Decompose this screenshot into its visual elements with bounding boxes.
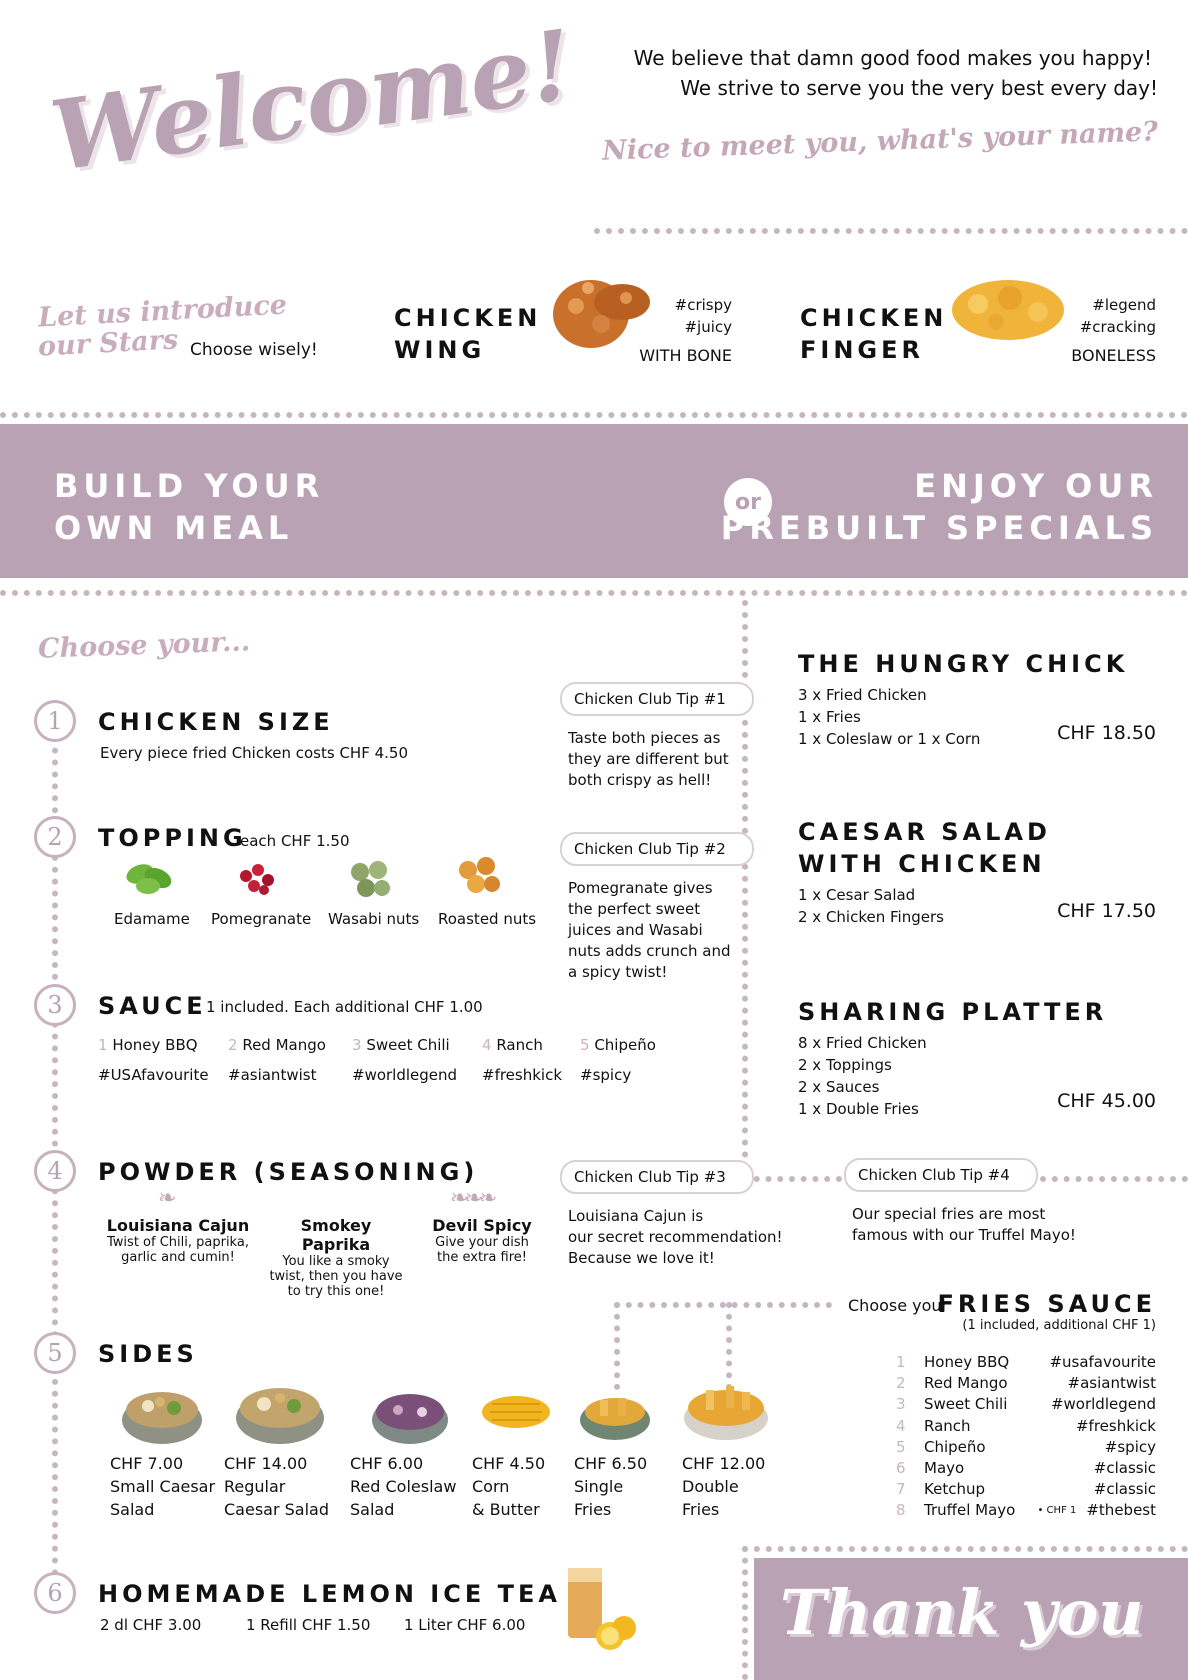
step-3-title: SAUCE [98,992,207,1020]
thank-you-divider-top [742,1546,1188,1552]
sauce-2-tag: #asiantwist [228,1066,317,1084]
side-5 [574,1452,647,1521]
fries-sauce-choose: Choose your [848,1296,949,1315]
side-6-name2: Fries [682,1500,720,1519]
chicken-wing-image [546,266,656,358]
side-4-name2: & Butter [472,1500,540,1519]
ice-tea-image [560,1562,640,1658]
special-1-price: CHF 18.50 [1057,722,1156,744]
step-3-sub: 1 included. Each additional CHF 1.00 [206,998,483,1016]
sauce-1-tag: #USAfavourite [98,1066,209,1084]
star-finger-type: BONELESS [1071,346,1156,365]
side-single-fries-image [578,1386,652,1446]
special-3-title: SHARING PLATTER [798,998,1108,1026]
step-1-number: 1 [34,700,76,742]
powder-2 [268,1216,404,1299]
special-1 [798,650,1156,750]
special-3-items: 8 x Fried Chicken 2 x Toppings 2 x Sauces 1 x Double Fries [798,1034,927,1118]
star-wing-tag2: #juicy [684,318,732,336]
star-wing-name-1: CHICKEN [394,304,542,332]
banner-right-line2: PREBUILT SPECIALS [720,509,1158,547]
step-4-title: POWDER (SEASONING) [98,1158,479,1186]
list-item: 7 Ketchup #classic [896,1480,1156,1499]
side-4 [472,1452,545,1521]
chicken-finger-image [948,270,1068,346]
sauce-4: 4 Ranch [482,1036,543,1054]
step-1-title: CHICKEN SIZE [98,708,334,736]
side-5-price: CHF 6.50 [574,1454,648,1473]
tip4-connector [742,1176,842,1182]
tip-3-bubble: Chicken Club Tip #3 [560,1160,754,1194]
intro-line1: Let us introduce [37,289,288,334]
special-2-title-1: CAESAR SALAD [798,818,1051,846]
intro-line2: our Stars [37,324,179,363]
sauce-5: 5 Chipeño [580,1036,656,1054]
step-1-desc: Every piece fried Chicken costs CHF 4.50 [100,744,408,762]
side-1-price: CHF 7.00 [110,1454,184,1473]
tagline-line2: We strive to serve you the very best every day! [680,76,1158,100]
star-finger-tag2: #cracking [1079,318,1156,336]
tea-price-3: 1 Liter CHF 6.00 [404,1616,526,1634]
fries-sauce-note: (1 included, additional CHF 1) [962,1318,1156,1333]
side-small-caesar-image [120,1380,204,1450]
powder-1-desc1: Twist of Chili, paprika, [107,1235,249,1250]
star-finger-tag1: #legend [1092,296,1156,314]
divider-below-banner [0,590,1188,596]
tip4-connector-right [1040,1176,1188,1182]
topping-pomegranate-image [230,856,286,904]
list-item: 2 Red Mango #asiantwist [896,1374,1156,1393]
powder-3-name: Devil Spicy [432,1216,532,1235]
divider-above-banner [0,412,1188,418]
side-2-name1: Regular [224,1477,286,1496]
tagline-line1: We believe that damn good food makes you happy! [633,46,1152,70]
side-2 [224,1452,329,1521]
tip-4-bubble: Chicken Club Tip #4 [844,1158,1038,1192]
powder-3 [420,1216,544,1265]
special-2-price: CHF 17.50 [1057,900,1156,922]
topping-edamame-label: Edamame [114,910,190,928]
side-1 [110,1452,215,1521]
fries-connector-double [726,1302,732,1390]
side-double-fries-image [682,1378,770,1446]
star-wing-type: WITH BONE [639,346,732,365]
banner-right-line1: ENJOY OUR [914,467,1158,505]
star-wing-name-2: WING [394,336,486,364]
side-4-name1: Corn [472,1477,510,1496]
fries-connector-single [614,1302,620,1390]
special-1-title: THE HUNGRY CHICK [798,650,1129,678]
sauce-4-tag: #freshkick [482,1066,563,1084]
tea-price-2: 1 Refill CHF 1.50 [246,1616,371,1634]
step-6-number: 6 [34,1572,76,1614]
list-item: 8 Truffel Mayo • CHF 1 #thebest [896,1501,1156,1520]
step-2-number: 2 [34,816,76,858]
list-item: 1 Honey BBQ #usafavourite [896,1353,1156,1371]
side-1-name2: Salad [110,1500,155,1519]
thank-you-text: Thank you [780,1576,1144,1649]
powder-1-desc2: garlic and cumin! [121,1250,235,1265]
step-2-sub: each CHF 1.50 [240,832,350,850]
banner-left-line1: BUILD YOUR [54,467,325,505]
topping-wasabi-image [344,856,396,906]
fries-sauce-title: FRIES SAUCE [937,1290,1156,1318]
topping-wasabi-label: Wasabi nuts [328,910,420,928]
special-1-items: 3 x Fried Chicken 1 x Fries 1 x Coleslaw or 1 x Corn [798,686,981,748]
list-item: 5 Chipeño #spicy [896,1437,1156,1456]
tip-3-text: Louisiana Cajun is our secret recommendation! Because we love it! [568,1207,783,1267]
chili-icon-3: ❧❧❧ [450,1186,494,1211]
tip-2-text: Pomegranate gives the perfect sweet juices and Wasabi nuts adds crunch and a spicy twist! [568,879,731,981]
list-item: 3 Sweet Chili #worldlegend [896,1395,1156,1414]
fries-sauce-list [896,1352,1156,1522]
sauce-5-tag: #spicy [580,1066,632,1084]
list-item: 6 Mayo #classic [896,1459,1156,1478]
intro-choose: Choose wisely! [190,340,318,360]
side-6-price: CHF 12.00 [682,1454,766,1473]
side-6-name1: Double [682,1477,739,1496]
special-2 [798,818,1156,928]
star-wing-tag1: #crispy [674,296,732,314]
star-finger-name-1: CHICKEN [800,304,948,332]
side-2-price: CHF 14.00 [224,1454,308,1473]
side-coleslaw-image [370,1382,450,1450]
tip-1-text: Taste both pieces as they are different but both crispy as hell! [568,729,729,789]
thank-you-divider [742,1546,748,1680]
step-2-title: TOPPING [98,824,247,852]
star-finger-name-2: FINGER [800,336,924,364]
side-3-name1: Red Coleslaw [350,1477,457,1496]
side-2-name2: Caesar Salad [224,1500,329,1519]
powder-3-desc1: Give your dish [435,1235,529,1250]
meal-banner [0,424,1188,578]
choose-your-heading: Choose your... [37,626,251,665]
sauce-1: 1 Honey BBQ [98,1036,198,1054]
side-5-name2: Fries [574,1500,612,1519]
step-3-number: 3 [34,984,76,1026]
side-5-name1: Single [574,1477,624,1496]
powder-1 [96,1216,260,1265]
step-4-number: 4 [34,1150,76,1192]
sauce-3-tag: #worldlegend [352,1066,458,1084]
sauce-3: 3 Sweet Chili [352,1036,450,1054]
banner-left-line2: OWN MEAL [54,509,294,547]
powder-1-name: Louisiana Cajun [106,1216,250,1235]
tip-1-bubble: Chicken Club Tip #1 [560,682,754,716]
side-corn-image [480,1390,552,1438]
greeting: Nice to meet you, what's your name? [601,116,1159,167]
side-regular-caesar-image [234,1376,326,1450]
special-2-items: 1 x Cesar Salad 2 x Chicken Fingers [798,886,944,926]
tea-price-1: 2 dl CHF 3.00 [100,1616,202,1634]
banner-or-text: or [735,489,761,515]
step-5-number: 5 [34,1332,76,1374]
side-4-price: CHF 4.50 [472,1454,546,1473]
chili-icon-1: ❧ [158,1186,177,1211]
powder-2-desc2: twist, then you have [269,1269,403,1284]
powder-2-desc3: to try this one! [287,1284,385,1299]
divider-top-right [594,228,1188,234]
special-3 [798,998,1156,1120]
sauce-2: 2 Red Mango [228,1036,326,1054]
tip-2-bubble: Chicken Club Tip #2 [560,832,754,866]
side-6 [682,1452,765,1521]
side-3 [350,1452,456,1521]
list-item: 4 Ranch #freshkick [896,1416,1156,1435]
welcome-title: Welcome! [44,8,580,194]
powder-2-name: Smokey Paprika [300,1216,372,1254]
topping-pomegranate-label: Pomegranate [211,910,312,928]
powder-3-desc2: the extra fire! [437,1250,527,1265]
tip-4-text: Our special fries are most famous with our Truffel Mayo! [852,1205,1076,1244]
topping-edamame-image [120,852,180,904]
topping-roasted-nuts-image [452,852,506,904]
special-2-title-2: WITH CHICKEN [798,850,1046,878]
side-3-name2: Salad [350,1500,395,1519]
thank-you-panel [754,1558,1188,1680]
topping-roasted-label: Roasted nuts [438,910,537,928]
step-5-title: SIDES [98,1340,198,1368]
step-6-title: HOMEMADE LEMON ICE TEA [98,1580,561,1608]
side-3-price: CHF 6.00 [350,1454,424,1473]
powder-2-desc1: You like a smoky [282,1254,390,1269]
fries-sauce-connector [614,1302,832,1308]
side-1-name1: Small Caesar [110,1477,216,1496]
special-3-price: CHF 45.00 [1057,1090,1156,1112]
